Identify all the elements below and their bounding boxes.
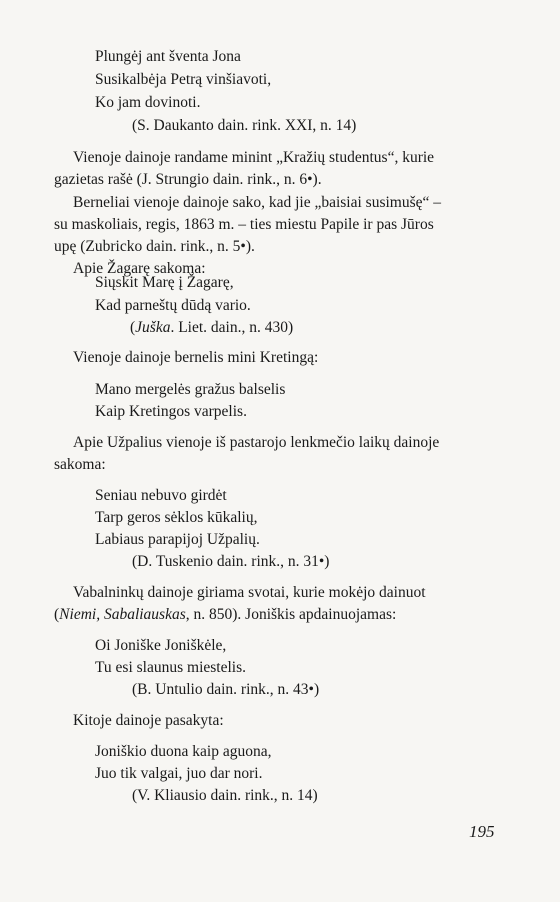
verse-line: Labiaus parapijoj Užpalių. <box>95 531 260 548</box>
paragraph-line: su maskoliais, regis, 1863 m. – ties miestu Papile ir pas Jūros <box>54 216 434 233</box>
citation-author: Juška <box>135 319 171 336</box>
verse-line: Juo tik valgai, juo dar nori. <box>95 765 263 782</box>
paragraph-line: Kitoje dainoje pasakyta: <box>73 712 224 729</box>
verse-line: Kaip Kretingos varpelis. <box>95 403 247 420</box>
paragraph-line: upę (Zubricko dain. rink., n. 5•). <box>54 238 255 255</box>
paragraph-line: Berneliai vienoje dainoje sako, kad jie „baisiai susimušę“ – <box>73 194 442 211</box>
paragraph-line: gazietas rašė (J. Strungio dain. rink., n. 6•). <box>54 171 322 188</box>
verse-line: Oi Joniške Joniškėle, <box>95 637 227 654</box>
citation: (S. Daukanto dain. rink. XXI, n. 14) <box>132 117 357 134</box>
verse-line: Susikalbėja Petrą vinšiavoti, <box>95 71 272 88</box>
citation: (D. Tuskenio dain. rink., n. 31•) <box>132 553 330 570</box>
paragraph-line: (Niemi, Sabaliauskas, n. 850). Joniškis apdainuojamas: <box>54 606 397 623</box>
paragraph-line: Vienoje dainoje bernelis mini Kretingą: <box>73 349 319 366</box>
verse-line: Tu esi slaunus miestelis. <box>95 659 246 676</box>
paragraph-line: sakoma: <box>54 456 106 473</box>
page-number: 195 <box>469 822 495 841</box>
verse-line: Plungėj ant šventa Jona <box>95 48 241 65</box>
verse-line: Mano mergelės gražus balselis <box>95 381 286 398</box>
paragraph-line: Vabalninkų dainoje giriama svotai, kurie mokėjo dainuot <box>73 584 426 601</box>
citation: (V. Kliausio dain. rink., n. 14) <box>132 787 318 804</box>
citation: (Juška. Liet. dain., n. 430) <box>130 319 294 336</box>
paragraph-text: , n. 850). Joniškis apdainuojamas: <box>185 606 397 623</box>
verse-line: Kad parneštų dūdą vario. <box>95 297 251 314</box>
verse-line: Tarp geros sėklos kūkalių, <box>95 509 258 526</box>
verse-line: Siųskit Marę į Žagarę, <box>95 274 234 291</box>
verse-line: Ko jam dovinoti. <box>95 94 201 111</box>
citation-author: Niemi, Sabaliauskas <box>59 606 186 623</box>
paragraph-line: Vienoje dainoje randame minint „Kražių studentus“, kurie <box>73 149 435 166</box>
verse-line: Seniau nebuvo girdėt <box>95 487 227 504</box>
paragraph-line: Apie Žagarę sakoma: <box>73 260 206 277</box>
citation-source: . Liet. dain., n. 430) <box>170 319 294 336</box>
paragraph-line: Apie Užpalius vienoje iš pastarojo lenkmečio laikų dainoje <box>73 434 440 451</box>
verse-line: Joniškio duona kaip aguona, <box>95 743 272 760</box>
citation: (B. Untulio dain. rink., n. 43•) <box>132 681 320 698</box>
